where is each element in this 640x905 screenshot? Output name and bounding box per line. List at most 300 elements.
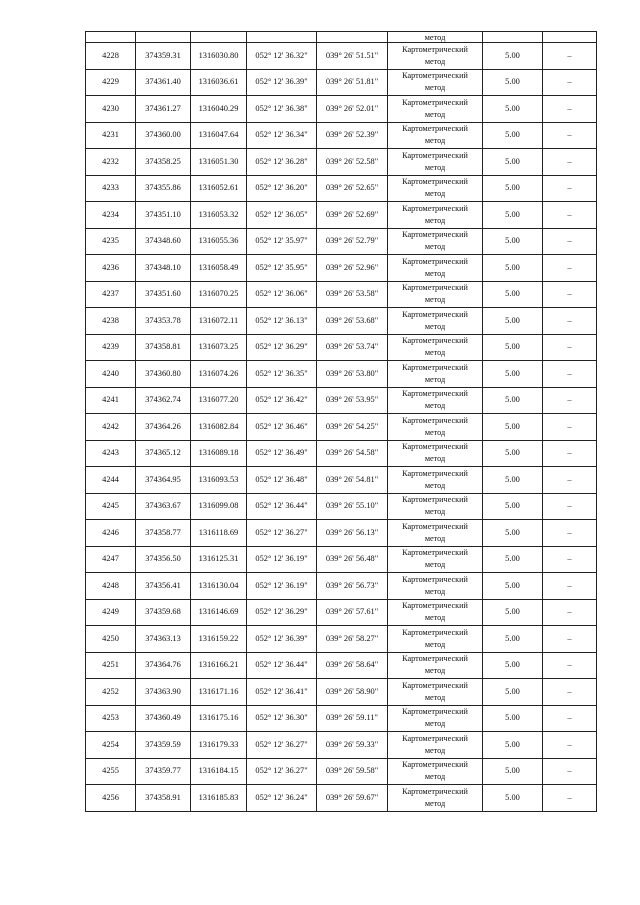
longitude: 039° 26' 52.96" <box>317 255 388 282</box>
description: – <box>543 520 597 547</box>
description: – <box>543 122 597 149</box>
point-number: 4236 <box>86 255 136 282</box>
accuracy: 5.00 <box>483 467 543 494</box>
table-row <box>86 573 597 600</box>
y-coordinate: 1316099.08 <box>191 493 247 520</box>
y-coordinate: 1316089.18 <box>191 440 247 467</box>
accuracy: 5.00 <box>483 122 543 149</box>
latitude: 052° 12' 35.97" <box>247 228 317 255</box>
longitude: 039° 26' 53.95" <box>317 387 388 414</box>
method-cell <box>388 387 483 414</box>
y-coordinate: 1316166.21 <box>191 652 247 679</box>
y-coordinate: 1316171.16 <box>191 679 247 706</box>
x-coordinate: 374363.67 <box>136 493 191 520</box>
coordinates-table-body <box>86 32 597 812</box>
table-row <box>86 202 597 229</box>
top-cell <box>483 32 543 43</box>
description: – <box>543 228 597 255</box>
x-coordinate: 374358.81 <box>136 334 191 361</box>
longitude: 039° 26' 55.10" <box>317 493 388 520</box>
longitude: 039° 26' 59.67" <box>317 785 388 812</box>
accuracy: 5.00 <box>483 785 543 812</box>
latitude: 052° 12' 36.05" <box>247 202 317 229</box>
y-coordinate: 1316036.61 <box>191 69 247 96</box>
method-line-1: Картометрический <box>402 707 468 717</box>
accuracy: 5.00 <box>483 255 543 282</box>
y-coordinate: 1316185.83 <box>191 785 247 812</box>
method-line-2: метод <box>424 136 446 146</box>
method-line-2: метод <box>424 56 446 66</box>
x-coordinate: 374356.41 <box>136 573 191 600</box>
y-coordinate: 1316053.32 <box>191 202 247 229</box>
top-cell <box>317 32 388 43</box>
accuracy: 5.00 <box>483 626 543 653</box>
table-row <box>86 679 597 706</box>
description: – <box>543 308 597 335</box>
method-line-2: метод <box>424 560 446 570</box>
x-coordinate: 374358.77 <box>136 520 191 547</box>
table-row <box>86 175 597 202</box>
table-row <box>86 520 597 547</box>
description: – <box>543 573 597 600</box>
method-line-1: Картометрический <box>402 733 468 743</box>
y-coordinate: 1316082.84 <box>191 414 247 441</box>
latitude: 052° 12' 36.28" <box>247 149 317 176</box>
method-line-2: метод <box>424 692 446 702</box>
description: – <box>543 281 597 308</box>
table-row <box>86 758 597 785</box>
table-row <box>86 732 597 759</box>
method-cell <box>388 228 483 255</box>
accuracy: 5.00 <box>483 652 543 679</box>
accuracy: 5.00 <box>483 43 543 70</box>
x-coordinate: 374360.80 <box>136 361 191 388</box>
method-cell <box>388 440 483 467</box>
longitude: 039° 26' 53.58" <box>317 281 388 308</box>
longitude: 039° 26' 56.48" <box>317 546 388 573</box>
latitude: 052° 12' 36.49" <box>247 440 317 467</box>
table-row <box>86 387 597 414</box>
accuracy: 5.00 <box>483 387 543 414</box>
description: – <box>543 175 597 202</box>
method-cell <box>388 546 483 573</box>
point-number: 4232 <box>86 149 136 176</box>
y-coordinate: 1316118.69 <box>191 520 247 547</box>
method-line-1: Картометрический <box>402 230 468 240</box>
table-row <box>86 69 597 96</box>
accuracy: 5.00 <box>483 228 543 255</box>
method-cell <box>388 520 483 547</box>
latitude: 052° 12' 36.24" <box>247 785 317 812</box>
method-cell <box>388 652 483 679</box>
method-line-1: Картометрический <box>402 256 468 266</box>
method-cell <box>388 599 483 626</box>
method-cell <box>388 175 483 202</box>
accuracy: 5.00 <box>483 758 543 785</box>
method-cell <box>388 361 483 388</box>
accuracy: 5.00 <box>483 96 543 123</box>
description: – <box>543 361 597 388</box>
point-number: 4255 <box>86 758 136 785</box>
longitude: 039° 26' 56.73" <box>317 573 388 600</box>
y-coordinate: 1316093.53 <box>191 467 247 494</box>
x-coordinate: 374359.77 <box>136 758 191 785</box>
method-cell <box>388 334 483 361</box>
method-cell <box>388 573 483 600</box>
method-line-2: метод <box>424 109 446 119</box>
latitude: 052° 12' 36.39" <box>247 626 317 653</box>
accuracy: 5.00 <box>483 440 543 467</box>
latitude: 052° 12' 36.34" <box>247 122 317 149</box>
longitude: 039° 26' 52.69" <box>317 202 388 229</box>
accuracy: 5.00 <box>483 202 543 229</box>
method-line-1: Картометрический <box>402 680 468 690</box>
method-line-2: метод <box>424 268 446 278</box>
y-coordinate: 1316070.25 <box>191 281 247 308</box>
x-coordinate: 374358.91 <box>136 785 191 812</box>
point-number: 4234 <box>86 202 136 229</box>
latitude: 052° 12' 36.44" <box>247 652 317 679</box>
accuracy: 5.00 <box>483 149 543 176</box>
x-coordinate: 374362.74 <box>136 387 191 414</box>
x-coordinate: 374361.27 <box>136 96 191 123</box>
latitude: 052° 12' 36.27" <box>247 732 317 759</box>
x-coordinate: 374348.60 <box>136 228 191 255</box>
y-coordinate: 1316058.49 <box>191 255 247 282</box>
method-line-1: Картометрический <box>402 627 468 637</box>
method-cell <box>388 202 483 229</box>
method-line-2: метод <box>424 613 446 623</box>
table-row <box>86 785 597 812</box>
top-cell <box>191 32 247 43</box>
top-cell-method: метод <box>388 32 483 43</box>
description: – <box>543 785 597 812</box>
method-line-1: Картометрический <box>402 150 468 160</box>
accuracy: 5.00 <box>483 732 543 759</box>
x-coordinate: 374363.90 <box>136 679 191 706</box>
point-number: 4241 <box>86 387 136 414</box>
table-row <box>86 440 597 467</box>
longitude: 039° 26' 56.13" <box>317 520 388 547</box>
point-number: 4254 <box>86 732 136 759</box>
description: – <box>543 387 597 414</box>
x-coordinate: 374365.12 <box>136 440 191 467</box>
y-coordinate: 1316047.64 <box>191 122 247 149</box>
latitude: 052° 12' 36.27" <box>247 520 317 547</box>
method-line-1: Картометрический <box>402 97 468 107</box>
y-coordinate: 1316179.33 <box>191 732 247 759</box>
table-row <box>86 414 597 441</box>
method-line-1: Картометрический <box>402 495 468 505</box>
point-number: 4253 <box>86 705 136 732</box>
document-page <box>85 31 596 812</box>
latitude: 052° 12' 36.29" <box>247 334 317 361</box>
longitude: 039° 26' 53.80" <box>317 361 388 388</box>
description: – <box>543 626 597 653</box>
method-line-1: Картометрический <box>402 574 468 584</box>
x-coordinate: 374359.68 <box>136 599 191 626</box>
y-coordinate: 1316159.22 <box>191 626 247 653</box>
y-coordinate: 1316040.29 <box>191 96 247 123</box>
latitude: 052° 12' 36.44" <box>247 493 317 520</box>
x-coordinate: 374360.49 <box>136 705 191 732</box>
point-number: 4250 <box>86 626 136 653</box>
point-number: 4247 <box>86 546 136 573</box>
longitude: 039° 26' 59.33" <box>317 732 388 759</box>
longitude: 039° 26' 52.39" <box>317 122 388 149</box>
latitude: 052° 12' 36.35" <box>247 361 317 388</box>
point-number: 4233 <box>86 175 136 202</box>
longitude: 039° 26' 52.01" <box>317 96 388 123</box>
method-line-2: метод <box>424 242 446 252</box>
table-row <box>86 334 597 361</box>
description: – <box>543 467 597 494</box>
x-coordinate: 374353.78 <box>136 308 191 335</box>
latitude: 052° 12' 36.46" <box>247 414 317 441</box>
y-coordinate: 1316146.69 <box>191 599 247 626</box>
method-line-2: метод <box>424 586 446 596</box>
x-coordinate: 374363.13 <box>136 626 191 653</box>
longitude: 039° 26' 51.81" <box>317 69 388 96</box>
method-cell <box>388 679 483 706</box>
y-coordinate: 1316030.80 <box>191 43 247 70</box>
accuracy: 5.00 <box>483 679 543 706</box>
accuracy: 5.00 <box>483 175 543 202</box>
method-line-1: Картометрический <box>402 786 468 796</box>
description: – <box>543 652 597 679</box>
y-coordinate: 1316074.26 <box>191 361 247 388</box>
method-line-2: метод <box>424 348 446 358</box>
point-number: 4243 <box>86 440 136 467</box>
description: – <box>543 758 597 785</box>
table-row <box>86 96 597 123</box>
latitude: 052° 12' 35.95" <box>247 255 317 282</box>
x-coordinate: 374358.25 <box>136 149 191 176</box>
method-line-2: метод <box>424 533 446 543</box>
table-row <box>86 626 597 653</box>
method-cell <box>388 493 483 520</box>
description: – <box>543 493 597 520</box>
method-line-1: Картометрический <box>402 336 468 346</box>
table-row <box>86 149 597 176</box>
point-number: 4231 <box>86 122 136 149</box>
longitude: 039° 26' 58.90" <box>317 679 388 706</box>
description: – <box>543 149 597 176</box>
x-coordinate: 374348.10 <box>136 255 191 282</box>
method-cell <box>388 43 483 70</box>
x-coordinate: 374360.00 <box>136 122 191 149</box>
description: – <box>543 599 597 626</box>
longitude: 039° 26' 52.79" <box>317 228 388 255</box>
method-line-2: метод <box>424 401 446 411</box>
method-line-1: Картометрический <box>402 468 468 478</box>
latitude: 052° 12' 36.19" <box>247 573 317 600</box>
description: – <box>543 69 597 96</box>
longitude: 039° 26' 58.27" <box>317 626 388 653</box>
method-line-2: метод <box>424 215 446 225</box>
y-coordinate: 1316125.31 <box>191 546 247 573</box>
accuracy: 5.00 <box>483 520 543 547</box>
y-coordinate: 1316072.11 <box>191 308 247 335</box>
point-number: 4242 <box>86 414 136 441</box>
longitude: 039° 26' 52.65" <box>317 175 388 202</box>
point-number: 4248 <box>86 573 136 600</box>
point-number: 4256 <box>86 785 136 812</box>
method-line-2: метод <box>424 719 446 729</box>
description: – <box>543 546 597 573</box>
method-line-1: Картометрический <box>402 124 468 134</box>
accuracy: 5.00 <box>483 546 543 573</box>
method-line-2: метод <box>424 162 446 172</box>
longitude: 039° 26' 54.25" <box>317 414 388 441</box>
description: – <box>543 202 597 229</box>
table-row <box>86 467 597 494</box>
latitude: 052° 12' 36.30" <box>247 705 317 732</box>
method-line-2: метод <box>424 507 446 517</box>
point-number: 4238 <box>86 308 136 335</box>
accuracy: 5.00 <box>483 573 543 600</box>
table-row <box>86 599 597 626</box>
accuracy: 5.00 <box>483 334 543 361</box>
x-coordinate: 374364.76 <box>136 652 191 679</box>
point-number: 4240 <box>86 361 136 388</box>
longitude: 039° 26' 54.81" <box>317 467 388 494</box>
description: – <box>543 732 597 759</box>
latitude: 052° 12' 36.42" <box>247 387 317 414</box>
latitude: 052° 12' 36.41" <box>247 679 317 706</box>
method-line-2: метод <box>424 189 446 199</box>
method-cell <box>388 414 483 441</box>
method-cell <box>388 785 483 812</box>
method-cell <box>388 758 483 785</box>
point-number: 4252 <box>86 679 136 706</box>
method-line-1: Картометрический <box>402 283 468 293</box>
y-coordinate: 1316052.61 <box>191 175 247 202</box>
method-cell <box>388 149 483 176</box>
description: – <box>543 43 597 70</box>
method-line-2: метод <box>424 83 446 93</box>
method-cell <box>388 467 483 494</box>
accuracy: 5.00 <box>483 493 543 520</box>
latitude: 052° 12' 36.32" <box>247 43 317 70</box>
table-row <box>86 281 597 308</box>
method-cell <box>388 281 483 308</box>
accuracy: 5.00 <box>483 308 543 335</box>
method-line-1: Картометрический <box>402 548 468 558</box>
table-row <box>86 228 597 255</box>
method-line-1: Картометрический <box>402 389 468 399</box>
method-line-1: Картометрический <box>402 309 468 319</box>
method-line-2: метод <box>424 639 446 649</box>
coordinates-table <box>85 31 597 812</box>
latitude: 052° 12' 36.48" <box>247 467 317 494</box>
top-cell <box>86 32 136 43</box>
method-line-2: метод <box>424 427 446 437</box>
point-number: 4249 <box>86 599 136 626</box>
table-row <box>86 255 597 282</box>
latitude: 052° 12' 36.39" <box>247 69 317 96</box>
point-number: 4230 <box>86 96 136 123</box>
x-coordinate: 374359.59 <box>136 732 191 759</box>
table-row <box>86 493 597 520</box>
accuracy: 5.00 <box>483 69 543 96</box>
y-coordinate: 1316051.30 <box>191 149 247 176</box>
latitude: 052° 12' 36.20" <box>247 175 317 202</box>
method-line-1: Картометрический <box>402 760 468 770</box>
method-line-1: Картометрический <box>402 521 468 531</box>
method-line-2: метод <box>424 666 446 676</box>
point-number: 4228 <box>86 43 136 70</box>
y-coordinate: 1316077.20 <box>191 387 247 414</box>
continued-row <box>86 32 597 43</box>
method-line-2: метод <box>424 321 446 331</box>
method-line-1: Картометрический <box>402 177 468 187</box>
method-cell <box>388 122 483 149</box>
top-cell <box>247 32 317 43</box>
method-line-2: метод <box>424 374 446 384</box>
description: – <box>543 255 597 282</box>
method-line-1: Картометрический <box>402 71 468 81</box>
table-row <box>86 308 597 335</box>
method-line-1: Картометрический <box>402 362 468 372</box>
longitude: 039° 26' 51.51" <box>317 43 388 70</box>
method-line-1: Картометрический <box>402 654 468 664</box>
accuracy: 5.00 <box>483 705 543 732</box>
method-line-2: метод <box>424 745 446 755</box>
method-cell <box>388 96 483 123</box>
x-coordinate: 374364.95 <box>136 467 191 494</box>
accuracy: 5.00 <box>483 361 543 388</box>
point-number: 4239 <box>86 334 136 361</box>
y-coordinate: 1316184.15 <box>191 758 247 785</box>
accuracy: 5.00 <box>483 281 543 308</box>
table-row <box>86 705 597 732</box>
method-cell <box>388 69 483 96</box>
top-cell <box>136 32 191 43</box>
method-line-1: Картометрический <box>402 415 468 425</box>
method-line-2: метод <box>424 454 446 464</box>
x-coordinate: 374351.10 <box>136 202 191 229</box>
y-coordinate: 1316130.04 <box>191 573 247 600</box>
point-number: 4246 <box>86 520 136 547</box>
longitude: 039° 26' 59.58" <box>317 758 388 785</box>
accuracy: 5.00 <box>483 414 543 441</box>
latitude: 052° 12' 36.29" <box>247 599 317 626</box>
table-row <box>86 652 597 679</box>
point-number: 4244 <box>86 467 136 494</box>
y-coordinate: 1316055.36 <box>191 228 247 255</box>
table-row <box>86 122 597 149</box>
description: – <box>543 334 597 361</box>
point-number: 4237 <box>86 281 136 308</box>
x-coordinate: 374359.31 <box>136 43 191 70</box>
method-cell <box>388 626 483 653</box>
x-coordinate: 374355.86 <box>136 175 191 202</box>
longitude: 039° 26' 57.61" <box>317 599 388 626</box>
x-coordinate: 374364.26 <box>136 414 191 441</box>
accuracy: 5.00 <box>483 599 543 626</box>
longitude: 039° 26' 54.58" <box>317 440 388 467</box>
longitude: 039° 26' 53.74" <box>317 334 388 361</box>
point-number: 4235 <box>86 228 136 255</box>
description: – <box>543 414 597 441</box>
table-row <box>86 361 597 388</box>
method-line-1: Картометрический <box>402 442 468 452</box>
description: – <box>543 705 597 732</box>
point-number: 4229 <box>86 69 136 96</box>
method-line-2: метод <box>424 772 446 782</box>
latitude: 052° 12' 36.06" <box>247 281 317 308</box>
